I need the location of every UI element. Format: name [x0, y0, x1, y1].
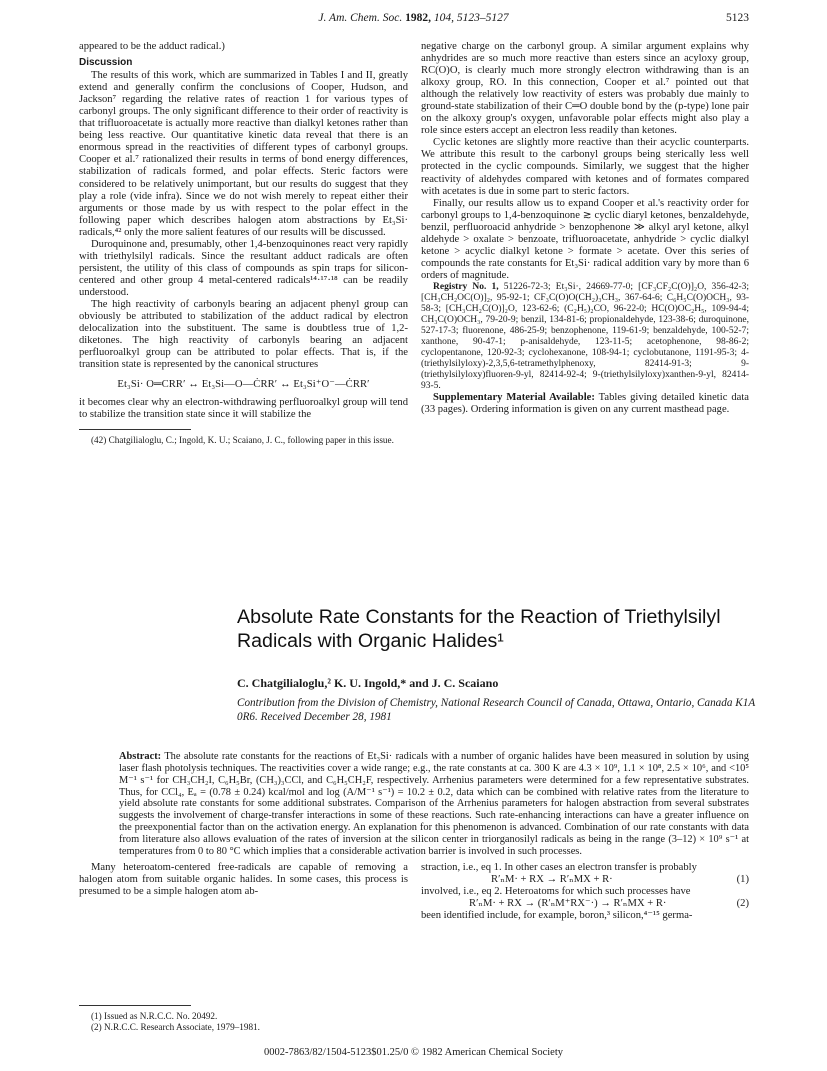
footnote-rule	[79, 429, 191, 430]
article-affiliation: Contribution from the Division of Chemistry, National Research Council of Canada, Ottawa, Ontario, Canada K1A 0R6. Received December 28, 1981	[237, 697, 755, 723]
equation-2	[421, 898, 749, 910]
paragraph: straction, i.e., eq 1. In other cases an electron transfer is probably	[421, 862, 697, 873]
paragraph: involved, i.e., eq 2. Heteroatoms for which such processes have	[421, 886, 691, 898]
abstract-text: The absolute rate constants for the reactions of Et₃Si· radicals with a number of organic halides have been measured in solution by using laser flash photolysis techniques. The reactivities cover a wide range; e.g., the rate constants at ca. 300 K are 4.3 × 10⁹, 1.1 × 10⁸, 2.5 × 10⁶, and <10⁵ M⁻¹ s⁻¹ for CH₃CH₂I, C₆H₅Br, (CH₃)₃CCl, and C₆H₅CH₂F, respectively. Arrhenius parameters were determined for a few representative substrates. Thus, for CCl₄, Eₐ = (0.78 ± 0.24) kcal/mol and log (A/M⁻¹ s⁻¹) = 10.2 ± 0.2, data which can be combined with relative rates from the literature to yield absolute rate constants for some additional substrates. Comparison of the Arrhenius parameters for halogen abstraction from several substrates suggests the involvement of charge-transfer interactions in some of these reactions. Such rate-enhancing interactions can have a greater influence on the preexponential factor than on the activation energy. An explanation for this phenomenon is advanced. Combination of our rate constants with data from literature also allows evaluation of the rates of inversion at the silicon center in triorganosilyl radicals as being in the range (3–12) × 10⁹ s⁻¹ at temperatures from 0 to 80 °C which implies that a considerable activation barrier is involved in such processes.	[119, 751, 749, 857]
abstract-label: Abstract:	[119, 751, 162, 762]
paragraph: Cyclic ketones are slightly more reactive than their acyclic counterparts. We attribute this result to the carbonyl groups being sterically less well protected in the cyclic compounds. Similarly, we suggest that the higher reactivity of aldehydes compared with ketones and of formates compared with acetates is due in some part to steric factors.	[421, 137, 749, 197]
left-column	[79, 41, 408, 446]
journal-name: J. Am. Chem. Soc.	[318, 12, 403, 24]
paragraph: negative charge on the carbonyl group. A similar argument explains why anhydrides are so much more reactive than esters since an acyloxy group, RC(O)O, is clearly much more strongly electron withdrawing than is an alkoxy group, RO. In this connection, Cooper et al.⁷ pointed out that although the relatively low reactivity of esters was probably due mainly to ground-state stabilization of their C═O double bond by the (p-type) lone pair on the alkoxy group's oxygen, unfavorable polar effects might also play a role since esters accept an electron less readily than ketones.	[421, 41, 749, 137]
paragraph: The results of this work, which are summarized in Tables I and II, greatly extend and generally confirm the conclusions of Cooper, Hudson, and Jackson⁷ regarding the relative rates of reaction 1 for various types of carbonyl groups. The only significant difference to their order of reactivity is that trifluoroacetate is actually more reactive than dialkyl ketones rather than being less reactive. Our quantitative kinetic data reveal that there is an enormous spread in the reactivities of different types of carbonyl groups. Cooper et al.⁷ rationalized their results in terms of bond energy differences, stabilization of radicals formed, and polar effects. Steric factors were considered to be relatively unimportant, but our results do suggest that they play a role (vide infra). Since we do not wish merely to repeat either their arguments or those made by us with respect to the polar effect in the following paper which describes halogen atom abstractions by Et₃Si· radicals,⁴² only the more salient features of our results will be discussed.	[79, 70, 408, 238]
registry-label: Registry No. 1,	[433, 281, 499, 292]
equation-1-text: R′ₙM· + RX → R′ₙMX + R·	[491, 874, 613, 886]
body-left-column	[79, 862, 408, 898]
supplementary-material	[421, 392, 749, 416]
journal-volume: 104,	[433, 12, 454, 24]
footnote: (2) N.R.C.C. Research Associate, 1979–1981.	[91, 1021, 260, 1032]
body-right-column	[421, 862, 749, 922]
copyright-line: 0002-7863/82/1504-5123$01.25/0 © 1982 American Chemical Society	[263, 1047, 564, 1058]
article-title: Absolute Rate Constants for the Reaction of Triethylsilyl Radicals with Organic Halides¹	[237, 606, 721, 652]
supp-text: Tables giving detailed kinetic data (33 pages). Ordering information is given on any current masthead page.	[421, 391, 749, 415]
paragraph: Finally, our results allow us to expand Cooper et al.'s reactivity order for carbonyl groups to 1,4-benzoquinone ≳ cyclic diaryl ketones, benzaldehyde, benzil, perfluoroacid anhydride > benzophenone ≫ alkyl aryl ketone, alkyl aldehyde > oxalate > benzoate, trifluoroacetate, anhydride > cyclic dialkyl ketone > acyclic dialkyl ketone > formate > acetate. Over this series of compounds the rate constants for Et₃Si· radical addition vary by more than 6 orders of magnitude.	[421, 197, 749, 281]
article-footnotes	[79, 1005, 408, 1032]
registry-text: 51226-72-3; Et₃Si·, 24669-77-0; [CF₃CF₂C(O)]₂O, 356-42-3; [CH₃CH₂OC(O)]₂, 95-92-1; CF₃C(O)O(CH₂)₃CH₃, 367-64-6; C₆H₅C(O)OCH₃, 93-58-3; [CH₃CH₂C(O)]₂O, 123-62-6; (C₂H₅)₂CO, 96-22-0; HC(O)OC₂H₅, 109-94-4; CH₃C(O)OCH₃, 79-20-9; benzil, 134-81-6; propionaldehyde, 123-38-6; duroquinone, 527-17-3; fluorenone, 486-25-9; benzophenone, 119-61-9; benzaldehyde, 100-52-7; xanthone, 90-47-1; p-anisaldehyde, 123-11-5; acetophenone, 98-86-2; cyclopentanone, 120-92-3; cyclohexanone, 108-94-1; cyclobutanone, 1191-95-3; 4-(triethylsilyloxy)-2,3,5,6-tetramethylphenoxy, 82414-91-3; 9-(triethylsilyloxy)fluoren-9-yl, 82414-92-4; 9-(triethylsilyloxy)xanthen-9-yl, 82414-93-5.	[421, 281, 749, 391]
paragraph: The high reactivity of carbonyls bearing an adjacent phenyl group can obviously be attributed to stabilization of the adduct radical by electron delocalization into the substituent. The same is doubtless true of 1,2-diketones. The high reactivity of carbonyls bearing an adjacent perfluoroalkyl group can be attributed to polar effects. That is, if the transition state is represented by the canonical structures	[79, 298, 408, 371]
supp-label: Supplementary Material Available:	[433, 391, 595, 403]
running-header	[0, 12, 827, 24]
equation-2-text: R′ₙM· + RX → (R′ₙM⁺RX⁻·) → R′ₙMX + R·	[469, 898, 667, 910]
abstract	[119, 751, 749, 858]
registry-numbers	[421, 282, 749, 392]
footnote: (1) Issued as N.R.C.C. No. 20492.	[91, 1011, 218, 1021]
equation-1-number: (1)	[736, 874, 749, 886]
paragraph: Many heteroatom-centered free-radicals are capable of removing a halogen atom from suitable organic halides. In some cases, this process is presumed to be a simple halogen atom ab-	[79, 862, 408, 898]
canonical-structures-equation: Et₃Si· O═CRR′ ↔ Et₃Si—O—ĊRR′ ↔ Et₃Si⁺O⁻—ĊRR′	[117, 379, 370, 391]
article-authors: C. Chatgilialoglu,² K. U. Ingold,* and J. C. Scaiano	[237, 676, 499, 690]
journal-year: 1982,	[405, 12, 431, 24]
paragraph: Duroquinone and, presumably, other 1,4-benzoquinones react very rapidly with triethylsilyl radicals. Since the resultant adduct radicals are often persistent, the utility of this class of compounds as spin traps for silicon-centered and other group 4 metal-centered radicals¹⁴·¹⁷·¹⁸ can be readily understood.	[79, 238, 408, 298]
page-number: 5123	[726, 12, 749, 24]
equation-1	[421, 874, 749, 886]
footnote-rule	[79, 1005, 191, 1006]
paragraph: been identified include, for example, boron,³ silicon,⁴⁻¹⁵ germa-	[421, 910, 693, 922]
paragraph: appeared to be the adduct radical.)	[79, 41, 225, 52]
right-column	[421, 41, 749, 416]
journal-pages: 5123–5127	[456, 12, 509, 24]
section-heading: Discussion	[79, 57, 133, 69]
equation-2-number: (2)	[736, 898, 749, 910]
paragraph: it becomes clear why an electron-withdrawing perfluoroalkyl group will tend to stabilize the transition state since it will stabilize the	[79, 397, 408, 421]
footnote: (42) Chatgilialoglu, C.; Ingold, K. U.; Scaiano, J. C., following paper in this issue.	[91, 435, 394, 446]
